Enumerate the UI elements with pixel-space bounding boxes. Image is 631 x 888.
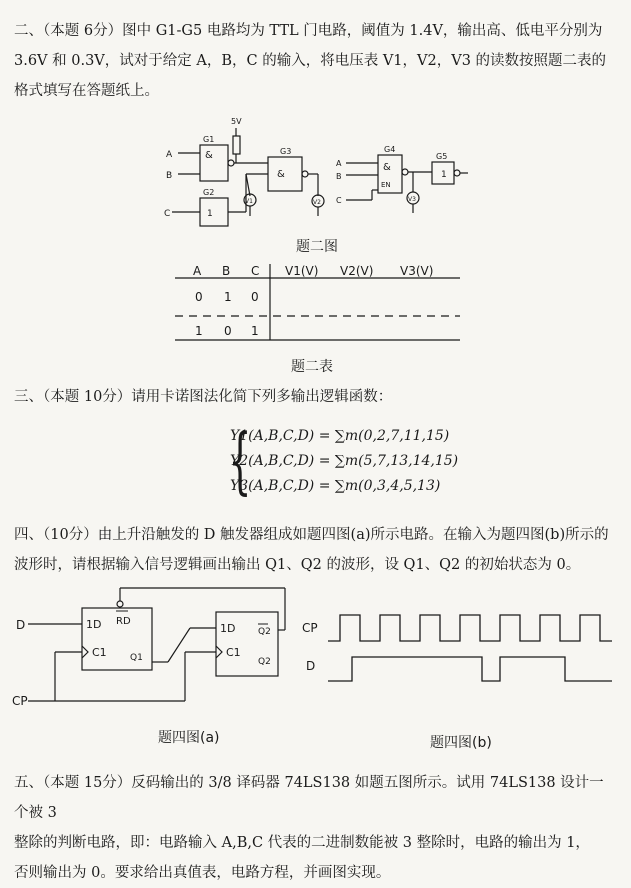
q4-figure-b-caption: 题四图(b): [430, 735, 492, 751]
ff2-c1: C1: [226, 646, 241, 659]
q5-line-1: 五、（本题 15分）反码输出的 3/8 译码器 74LS138 如题五图所示。试用 74LS138 设计一个被 3: [14, 775, 604, 821]
ff2-q2: Q2: [258, 657, 271, 667]
equation-y3: Y3(A,B,C,D) = ∑m(0,3,4,5,13): [230, 478, 441, 494]
col-v3: V3(V): [400, 264, 434, 278]
row1-b: 1: [224, 290, 232, 304]
q5-line-3: 否则输出为 0。要求给出真值表，电路方程，并画图实现。: [14, 865, 391, 881]
meter-v3: V3: [408, 196, 416, 203]
supply-label: 5V: [231, 117, 242, 126]
gate-g4-symbol: &: [383, 162, 391, 173]
q3-text: 三、（本题 10分）请用卡诺图法化简下列多输出逻辑函数：: [14, 389, 393, 405]
equation-y2: Y2(A,B,C,D) = ∑m(5,7,13,14,15): [230, 453, 459, 469]
gate-g2-symbol: 1: [207, 209, 213, 219]
col-a: A: [193, 264, 202, 278]
g4-input-3: C: [336, 196, 342, 205]
gate-g1-label: G1: [203, 135, 215, 144]
col-v1: V1(V): [285, 264, 319, 278]
equation-brace: {: [228, 418, 252, 502]
col-b: B: [222, 264, 231, 278]
row2-c: 1: [251, 324, 259, 338]
meter-v1: V1: [245, 198, 253, 205]
col-c: C: [251, 264, 260, 278]
wave-d-label: D: [306, 659, 316, 673]
cp-waveform: [328, 615, 612, 641]
col-v2: V2(V): [340, 264, 374, 278]
g4-input-1: A: [336, 159, 342, 168]
row2-b: 0: [224, 324, 232, 338]
q2-line-2: 3.6V 和 0.3V，试对于给定 A，B，C 的输入，将电压表 V1，V2，V3 的读数按照题二表的: [14, 53, 607, 69]
gate-g2-label: G2: [203, 188, 215, 197]
input-a-label: A: [166, 150, 173, 160]
q2-line-3: 格式填写在答题纸上。: [14, 83, 159, 99]
row1-a: 0: [195, 290, 203, 304]
ff2-q2bar: Q2: [258, 627, 271, 637]
q2-table-caption: 题二表: [291, 359, 333, 375]
gate-g1-symbol: &: [205, 150, 213, 161]
ff2-1d: 1D: [220, 622, 236, 635]
q2-line-1: 二、（本题 6分）图中 G1-G5 电路均为 TTL 门电路，阈值为 1.4V，输出高、低电平分别为: [14, 23, 603, 39]
meter-v2: V2: [313, 199, 321, 206]
ff1-rd: RD: [116, 616, 131, 627]
gate-g4-enable: EN: [381, 181, 391, 189]
ff1-c1: C1: [92, 646, 107, 659]
d-waveform: [328, 657, 612, 681]
q4-line-1: 四、（10分）由上升沿触发的 D 触发器组成如题四图(a)所示电路。在输入为题四图(b)所示的: [14, 527, 609, 543]
q4-cp-label: CP: [12, 694, 28, 708]
ff1-1d: 1D: [86, 618, 102, 631]
gate-g3-symbol: &: [277, 169, 285, 180]
gate-g5-label: G5: [436, 152, 448, 161]
g4-input-2: B: [336, 172, 342, 181]
row1-c: 0: [251, 290, 259, 304]
ff1-q1: Q1: [130, 653, 143, 663]
gate-g3-label: G3: [280, 147, 292, 156]
q5-line-2: 整除的判断电路，即：电路输入 A,B,C 代表的二进制数能被 3 整除时，电路的输出为 1，: [14, 835, 590, 851]
q2-figure-caption: 题二图: [296, 239, 338, 255]
input-c-label: C: [164, 209, 171, 219]
q4-d-label: D: [16, 618, 26, 632]
q4-figure-a-caption: 题四图(a): [158, 730, 220, 746]
input-b-label: B: [166, 171, 173, 181]
q5-text: [14, 768, 614, 888]
gate-g4-label: G4: [384, 145, 396, 154]
gate-g5-symbol: 1: [441, 170, 447, 180]
wave-cp-label: CP: [302, 621, 318, 635]
row2-a: 1: [195, 324, 203, 338]
q4-line-2: 波形时，请根据输入信号逻辑画出输出 Q1、Q2 的波形，设 Q1、Q2 的初始状态为 0。: [14, 557, 581, 573]
equation-y1: Y1(A,B,C,D) = ∑m(0,2,7,11,15): [230, 428, 450, 444]
